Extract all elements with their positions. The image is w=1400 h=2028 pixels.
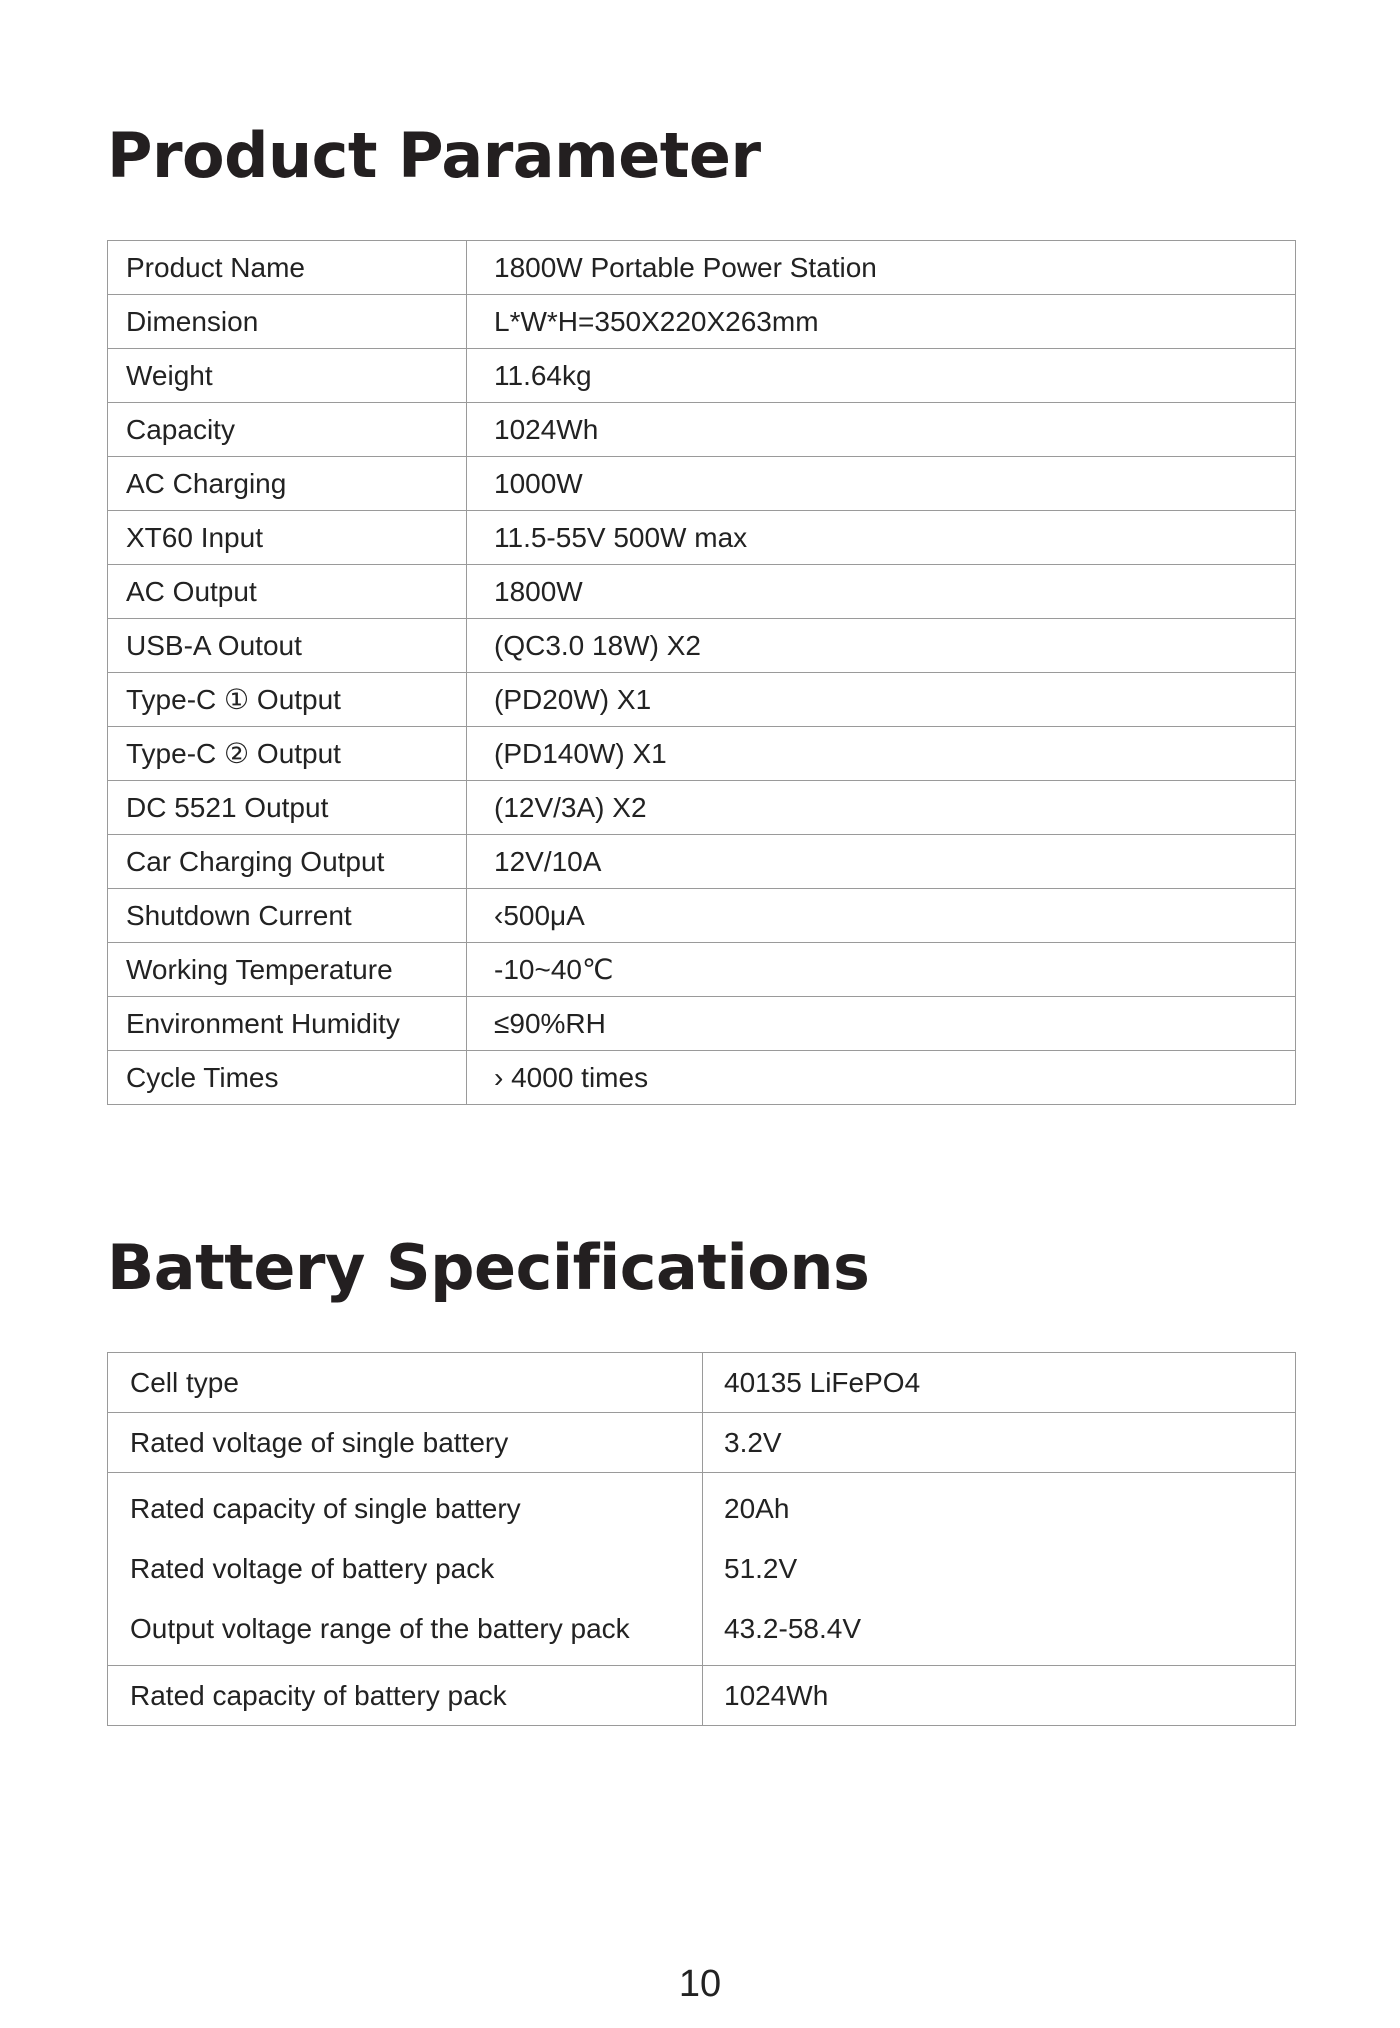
table-row	[108, 349, 1296, 403]
spec-label: Rated capacity of single battery	[130, 1493, 521, 1524]
param-value: 11.5-55V 500W max	[467, 511, 1296, 565]
spec-value: 51.2V	[724, 1553, 798, 1584]
spec-value: 1024Wh	[703, 1666, 1296, 1726]
param-label: Car Charging Output	[108, 835, 467, 889]
param-value: L*W*H=350X220X263mm	[467, 295, 1296, 349]
param-value: (12V/3A) X2	[467, 781, 1296, 835]
product-parameter-table	[107, 240, 1296, 1105]
param-value: 1800W Portable Power Station	[467, 241, 1296, 295]
table-row	[108, 673, 1296, 727]
table-row	[108, 835, 1296, 889]
table-row	[108, 565, 1296, 619]
spec-label: Rated capacity of battery pack	[108, 1666, 703, 1726]
table-row	[108, 781, 1296, 835]
battery-specifications-table	[107, 1352, 1296, 1726]
spec-label-group	[108, 1473, 703, 1666]
param-label: Capacity	[108, 403, 467, 457]
spec-label: Output voltage range of the battery pack	[130, 1613, 630, 1644]
param-label: AC Charging	[108, 457, 467, 511]
spec-value-group	[703, 1473, 1296, 1666]
table-row	[108, 997, 1296, 1051]
param-value: ‹500μA	[467, 889, 1296, 943]
param-value: (PD20W) X1	[467, 673, 1296, 727]
param-label: Product Name	[108, 241, 467, 295]
param-value: ≤90%RH	[467, 997, 1296, 1051]
spec-label: Rated voltage of battery pack	[130, 1553, 495, 1584]
table-row	[108, 511, 1296, 565]
param-value: › 4000 times	[467, 1051, 1296, 1105]
table-row	[108, 1413, 1296, 1473]
spec-label: Cell type	[108, 1353, 703, 1413]
table-row	[108, 619, 1296, 673]
spec-value: 3.2V	[703, 1413, 1296, 1473]
param-value: 11.64kg	[467, 349, 1296, 403]
table-row	[108, 727, 1296, 781]
product-parameter-title: Product Parameter	[107, 119, 761, 192]
spec-value: 40135 LiFePO4	[703, 1353, 1296, 1413]
table-row	[108, 889, 1296, 943]
battery-specifications-title: Battery Specifications	[107, 1231, 870, 1304]
param-value: (PD140W) X1	[467, 727, 1296, 781]
table-row	[108, 1473, 1296, 1666]
spec-label: Rated voltage of single battery	[108, 1413, 703, 1473]
param-value: 1024Wh	[467, 403, 1296, 457]
param-value: -10~40℃	[467, 943, 1296, 997]
table-row	[108, 943, 1296, 997]
param-value: 1800W	[467, 565, 1296, 619]
table-row	[108, 457, 1296, 511]
param-label: Environment Humidity	[108, 997, 467, 1051]
param-label: Dimension	[108, 295, 467, 349]
table-row	[108, 1051, 1296, 1105]
table-row	[108, 1666, 1296, 1726]
param-label: Weight	[108, 349, 467, 403]
param-label: XT60 Input	[108, 511, 467, 565]
param-label: Cycle Times	[108, 1051, 467, 1105]
param-label: DC 5521 Output	[108, 781, 467, 835]
table-row	[108, 403, 1296, 457]
param-value: 12V/10A	[467, 835, 1296, 889]
spec-value: 43.2-58.4V	[724, 1613, 861, 1644]
param-value: (QC3.0 18W) X2	[467, 619, 1296, 673]
page-number: 10	[678, 1963, 722, 2005]
param-label: Type-C ② Output	[108, 727, 467, 781]
param-label: Type-C ① Output	[108, 673, 467, 727]
param-label: AC Output	[108, 565, 467, 619]
param-label: Working Temperature	[108, 943, 467, 997]
table-row	[108, 295, 1296, 349]
param-label: Shutdown Current	[108, 889, 467, 943]
table-row	[108, 241, 1296, 295]
spec-value: 20Ah	[724, 1493, 790, 1524]
param-value: 1000W	[467, 457, 1296, 511]
table-row	[108, 1353, 1296, 1413]
param-label: USB-A Outout	[108, 619, 467, 673]
